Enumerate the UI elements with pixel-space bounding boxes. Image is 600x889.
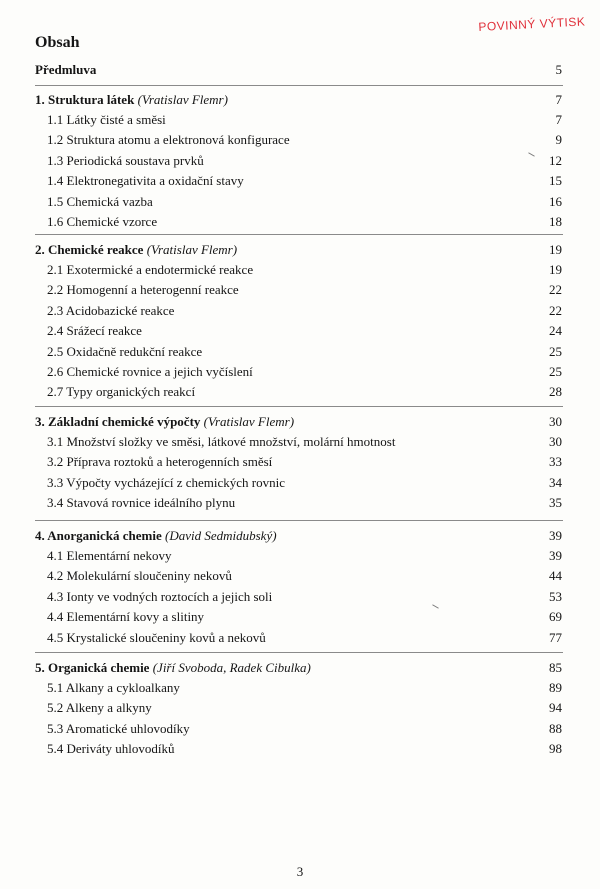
section-author: (Jiří Svoboda, Radek Cibulka) [152,660,311,675]
toc-entry-row [0,587,600,607]
toc-entry-title: 2.5 Oxidačně redukční reakce [47,343,203,359]
toc-entry-page: 69 [549,609,562,625]
toc-entry-row [0,151,600,171]
toc-entry-row [0,280,600,300]
toc-entry-page: 24 [549,323,562,339]
toc-entry-page: 53 [549,588,562,604]
toc-preface-page: 5 [555,62,562,77]
section-divider [35,406,563,407]
toc-row-preface [0,60,600,80]
toc-entry-page: 35 [549,495,562,511]
toc-section-title [35,240,237,260]
toc-section-title [35,412,294,432]
section-author: (David Sedmidubský) [165,528,277,543]
toc-entry-row [0,342,600,362]
toc-entry-page: 89 [549,680,562,695]
toc-entry-page: 28 [549,384,562,400]
toc-entry-page: 88 [549,720,562,736]
toc-entry-row [0,362,600,382]
section-title: 1. Struktura látek [35,92,135,107]
toc-section-title [35,90,228,110]
toc-entry-title: 5.4 Deriváty uhlovodíků [47,741,175,757]
toc-entry-title: 3.2 Příprava roztoků a heterogenních směsí [47,454,273,470]
toc-entry-page: 44 [549,568,562,584]
toc-entry-page: 25 [549,343,562,359]
toc-entry-title: 3.1 Množství složky ve směsi, látkové množství, molární hmotnost [47,434,396,449]
toc-entry-page: 7 [555,112,562,127]
section-divider [35,85,563,86]
toc-section-page: 7 [555,92,562,107]
toc-entry-page: 18 [549,214,562,229]
toc-entry-row [0,739,600,759]
toc-entry-page: 9 [555,132,562,148]
toc-heading: Obsah [35,34,80,51]
toc-section-title [35,658,311,678]
toc-section-page: 85 [549,660,562,675]
toc-entry-title: 3.3 Výpočty vycházející z chemických rovnic [47,474,286,490]
toc-entry-row [0,260,600,280]
toc-entry-row [0,546,600,566]
toc-entry-row [0,473,600,493]
section-title: 3. Základní chemické výpočty [35,414,201,429]
toc-entry-title: 2.1 Exotermické a endotermické reakce [47,262,254,277]
toc-section-row [0,658,600,678]
section-author: (Vratislav Flemr) [137,92,228,107]
toc-entry-page: 25 [549,364,562,379]
section-title: 5. Organická chemie [35,660,150,675]
toc-entry-title: 2.7 Typy organických reakcí [47,384,196,400]
toc-entry-row [0,321,600,341]
toc-entry-row [0,607,600,627]
toc-entry-page: 34 [549,474,562,490]
toc-entry-page: 98 [549,741,562,757]
toc-entry-row [0,130,600,150]
toc-entry-row [0,566,600,586]
toc-entry-row [0,432,600,452]
section-divider [35,652,563,653]
toc-entry-row [0,628,600,648]
section-author: (Vratislav Flemr) [146,242,238,257]
toc-entry-title: 2.6 Chemické rovnice a jejich vyčíslení [47,364,253,379]
toc-entry-title: 4.4 Elementární kovy a slitiny [47,609,205,625]
toc-entry-title: 5.3 Aromatické uhlovodíky [47,720,190,736]
toc-section-row [0,526,600,546]
toc-entry-page: 16 [549,193,562,209]
toc-entry-page: 22 [549,282,562,298]
toc-entry-page: 15 [549,173,562,189]
toc-entry-page: 12 [549,152,562,168]
toc-entry-page: 30 [549,434,562,449]
toc-entry-title: 1.1 Látky čisté a směsi [47,112,166,127]
toc-entry-title: 2.3 Acidobazické reakce [47,302,175,318]
toc-entry-title: 1.2 Struktura atomu a elektronová konfigurace [47,132,290,148]
page-number: 3 [296,864,304,879]
section-divider [35,234,563,235]
toc-entry-title: 4.2 Molekulární sloučeniny nekovů [47,568,232,584]
toc-entry-row [0,212,600,232]
section-title: 4. Anorganická chemie [35,528,162,543]
toc-section-page: 39 [549,528,562,543]
toc-entry-row [0,678,600,698]
toc-entry-title: 2.4 Srážecí reakce [47,323,142,339]
toc-entry-title: 5.2 Alkeny a alkyny [47,700,152,716]
section-divider [35,520,563,521]
section-title: 2. Chemické reakce [35,242,144,257]
toc-preface-title: Předmluva [35,62,97,77]
toc-entry-title: 3.4 Stavová rovnice ideálního plynu [47,495,236,511]
toc-entry-row [0,110,600,130]
toc-section-row [0,412,600,432]
toc-entry-title: 4.5 Krystalické sloučeniny kovů a nekovů [47,629,266,645]
toc-entry-page: 94 [549,700,562,716]
toc-entry-title: 1.5 Chemická vazba [47,193,153,209]
toc-entry-title: 1.3 Periodická soustava prvků [47,152,204,168]
toc-entry-page: 19 [549,262,562,277]
toc-entry-row [0,719,600,739]
toc-section-page: 30 [549,414,562,429]
toc-entry-page: 77 [549,629,562,645]
stamp-povinny-vytisk: POVINNÝ VÝTISK [478,14,586,34]
toc-section-page: 19 [549,242,562,257]
toc-entry-row [0,698,600,718]
toc-entry-row [0,171,600,191]
section-author: (Vratislav Flemr) [203,414,295,429]
toc-entry-title: 5.1 Alkany a cykloalkany [47,680,180,695]
toc-entry-title: 2.2 Homogenní a heterogenní reakce [47,282,239,298]
toc-entry-page: 22 [549,302,562,318]
toc-entry-row [0,192,600,212]
toc-entry-title: 1.6 Chemické vzorce [47,214,158,229]
toc-section-row [0,90,600,110]
toc-entry-title: 1.4 Elektronegativita a oxidační stavy [47,173,244,189]
toc-entry-page: 33 [549,454,562,470]
toc-section-title [35,526,277,546]
toc-entry-row [0,382,600,402]
toc-entry-row [0,493,600,513]
toc-entry-title: 4.3 Ionty ve vodných roztocích a jejich soli [47,588,273,604]
toc-entry-row [0,301,600,321]
toc-entry-row [0,452,600,472]
toc-entry-title: 4.1 Elementární nekovy [47,548,172,563]
toc-entry-page: 39 [549,548,562,563]
toc-section-row [0,240,600,260]
